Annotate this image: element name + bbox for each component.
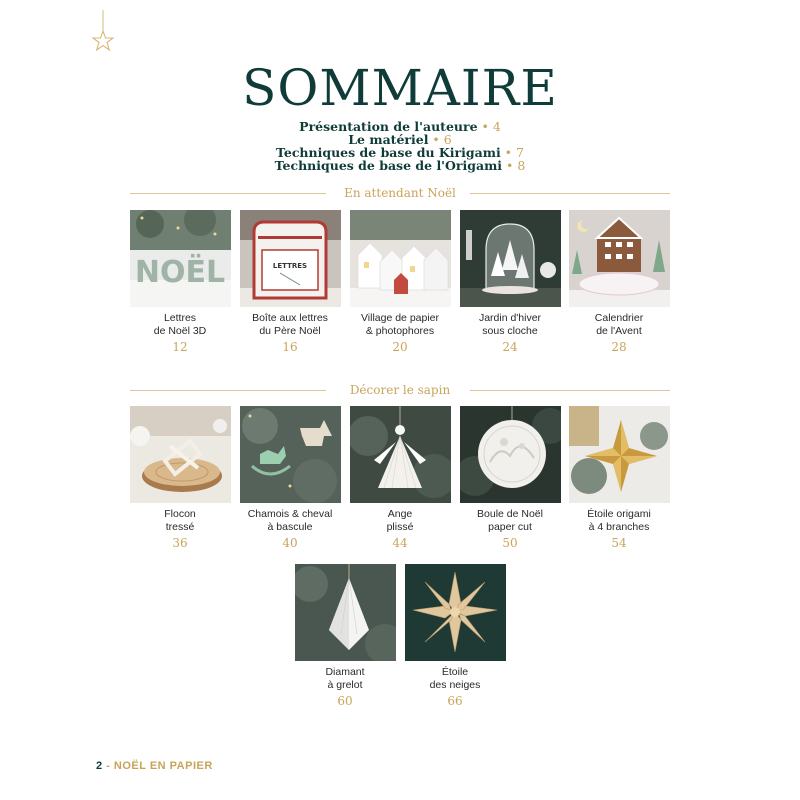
section-title: Décorer le sapin bbox=[349, 383, 451, 397]
item-title-line1: Village de papier bbox=[360, 312, 440, 324]
item-title-line1: Boîte aux lettres bbox=[252, 312, 328, 324]
item-page-number: 20 bbox=[392, 340, 408, 354]
item-page-number: 28 bbox=[611, 340, 627, 354]
intro-entry-sep: • bbox=[500, 145, 517, 160]
intro-entry-page: 6 bbox=[443, 132, 452, 147]
item-page-number: 12 bbox=[172, 340, 188, 354]
diamond-bell-photo bbox=[295, 564, 396, 661]
item-page-number: 36 bbox=[172, 536, 188, 550]
toc-item[interactable] bbox=[128, 406, 232, 550]
divider bbox=[470, 193, 670, 194]
item-title-line2: sous cloche bbox=[482, 325, 538, 337]
toc-item[interactable] bbox=[458, 210, 562, 354]
item-title-line2: tressé bbox=[165, 521, 195, 533]
snow-star-photo bbox=[405, 564, 506, 661]
toc-item[interactable] bbox=[403, 564, 507, 708]
section-header-tree bbox=[130, 382, 670, 398]
origami-star-photo bbox=[569, 406, 670, 503]
section-header-waiting bbox=[130, 185, 670, 201]
item-title-line1: Lettres bbox=[163, 312, 197, 324]
item-title-line1: Ange bbox=[387, 508, 413, 520]
item-title-line1: Flocon bbox=[164, 508, 196, 520]
footer-page-number: 2 bbox=[96, 760, 103, 772]
santa-mailbox-photo bbox=[240, 210, 341, 307]
toc-item[interactable] bbox=[348, 210, 452, 354]
intro-entry-sep: • bbox=[428, 132, 444, 147]
svg-text:NOËL: NOËL bbox=[134, 255, 225, 290]
toc-item[interactable] bbox=[567, 406, 671, 550]
intro-entry-sep: • bbox=[502, 158, 518, 173]
toc-item[interactable] bbox=[293, 564, 397, 708]
item-title-line2: à bascule bbox=[267, 521, 313, 533]
item-title-line1: Calendrier bbox=[594, 312, 644, 324]
section-title: En attendant Noël bbox=[344, 186, 456, 200]
intro-entry-page: 8 bbox=[517, 158, 526, 173]
item-page-number: 54 bbox=[611, 536, 627, 550]
pleated-angel-photo bbox=[350, 406, 451, 503]
page-footer bbox=[96, 760, 213, 772]
item-page-number: 40 bbox=[282, 536, 298, 550]
intro-entry[interactable] bbox=[0, 159, 800, 172]
intro-entry-sep: • bbox=[477, 119, 493, 134]
item-title-line2: & photophores bbox=[365, 325, 435, 337]
advent-calendar-photo bbox=[569, 210, 670, 307]
footer-book-title: NOËL EN PAPIER bbox=[113, 760, 213, 772]
intro-entry-label: Présentation de l'auteure bbox=[299, 119, 478, 134]
toc-item[interactable] bbox=[567, 210, 671, 354]
toc-item[interactable] bbox=[458, 406, 562, 550]
toc-item[interactable] bbox=[238, 406, 342, 550]
item-title-line2: de l'Avent bbox=[596, 325, 642, 337]
item-title-line1: Étoile bbox=[441, 666, 469, 678]
toc-item[interactable] bbox=[128, 210, 232, 354]
item-title-line1: Jardin d'hiver bbox=[478, 312, 542, 324]
item-title-line2: paper cut bbox=[488, 521, 532, 533]
papercut-bauble-photo bbox=[460, 406, 561, 503]
item-title-line2: du Père Noël bbox=[259, 325, 321, 337]
footer-separator: - bbox=[102, 760, 114, 772]
intro-entry-page: 4 bbox=[492, 119, 501, 134]
page-title: SOMMAIRE bbox=[242, 59, 558, 117]
item-page-number: 50 bbox=[502, 536, 518, 550]
chamois-rocking-horse-photo bbox=[240, 406, 341, 503]
intro-entry-page: 7 bbox=[516, 145, 524, 160]
item-title-line2: de Noël 3D bbox=[153, 325, 207, 337]
item-title-line2: plissé bbox=[386, 521, 414, 533]
divider bbox=[470, 390, 670, 391]
item-title-line1: Boule de Noël bbox=[477, 508, 543, 520]
intro-entry-label: Le matériel bbox=[348, 132, 429, 147]
item-page-number: 24 bbox=[502, 340, 518, 354]
intro-list bbox=[0, 120, 800, 172]
item-page-number: 66 bbox=[447, 694, 463, 708]
winter-garden-cloche-photo bbox=[460, 210, 561, 307]
item-page-number: 16 bbox=[282, 340, 298, 354]
mailbox-letters-text: LETTRES bbox=[272, 262, 307, 270]
item-page-number: 44 bbox=[392, 536, 408, 550]
item-title-line1: Chamois & cheval bbox=[247, 508, 333, 520]
item-title-line2: des neiges bbox=[429, 679, 481, 691]
item-title-line1: Étoile origami bbox=[587, 508, 651, 520]
intro-entry-label: Techniques de base de l'Origami bbox=[274, 158, 503, 173]
item-title-line2: à grelot bbox=[327, 679, 363, 691]
item-title-line2: à 4 branches bbox=[588, 521, 650, 533]
item-page-number: 60 bbox=[337, 694, 353, 708]
noel-letters-photo bbox=[130, 210, 231, 307]
toc-item[interactable] bbox=[348, 406, 452, 550]
paper-village-photo bbox=[350, 210, 451, 307]
toc-item[interactable] bbox=[238, 210, 342, 354]
intro-entry-label: Techniques de base du Kirigami bbox=[276, 145, 501, 160]
star-ornament-icon bbox=[90, 10, 116, 54]
braided-snowflake-photo bbox=[130, 406, 231, 503]
item-title-line1: Diamant bbox=[325, 666, 365, 678]
